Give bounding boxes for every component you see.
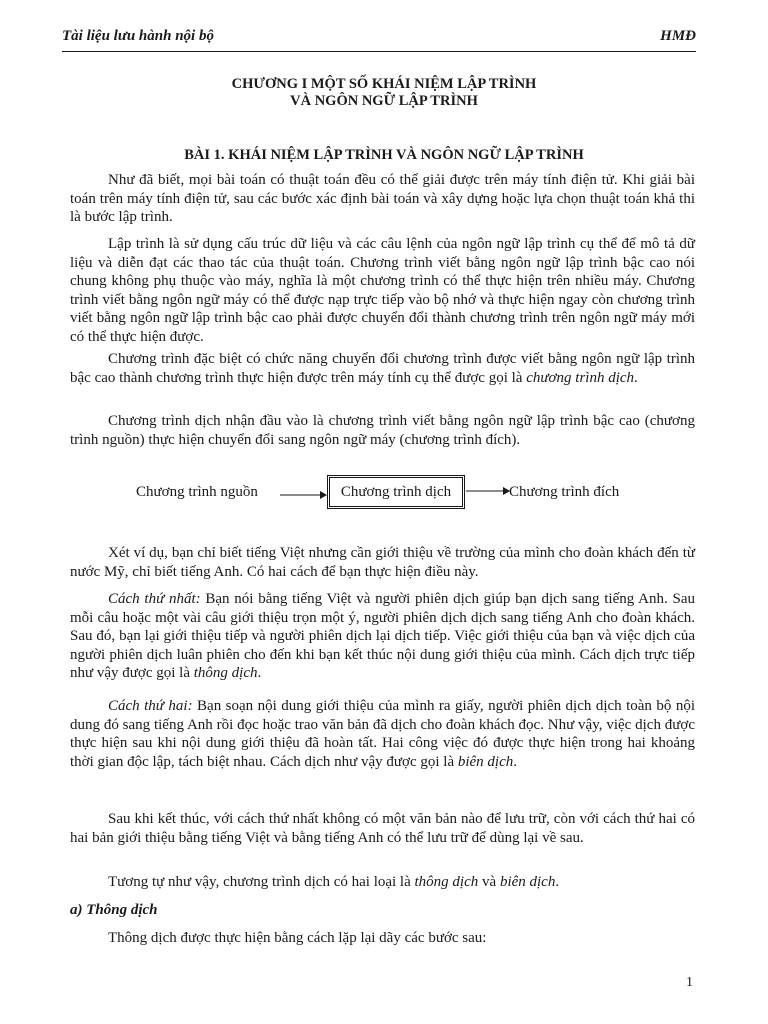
term-cach-thu-nhat: Cách thứ nhất: xyxy=(108,591,201,607)
paragraph-9: Tương tự như vậy, chương trình dịch có hai loại là thông dịch và biên dịch. xyxy=(108,874,560,890)
paragraph-4: Chương trình dịch nhận đầu vào là chương trình viết bằng ngôn ngữ lập trình bậc cao (chương trình nguồn) thực hiện chuyển đổi sang ngôn ngữ máy (chương trình đích). xyxy=(70,413,695,448)
paragraph-6: Cách thứ nhất: Bạn nói bằng tiếng Việt và người phiên dịch giúp bạn dịch sang tiếng Anh. Sau mỗi câu hoặc một vài câu giới thiệu trọn một ý, người phiên dịch dịch sang tiếng Anh cho đoàn khách. Sau đó, bạn lại giới thiệu tiếp và người phiên dịch lại dịch tiếp. Việc giới thiệu của bạn và việc dịch của người phiên dịch luân phiên cho đến khi bạn kết thúc nội dung giới thiệu của mình. Cách dịch trực tiếp như vậy được gọi là thông dịch. xyxy=(70,591,695,682)
term-bien-dich: biên dịch xyxy=(457,753,514,770)
header-divider xyxy=(62,51,696,52)
page-header xyxy=(62,28,696,45)
paragraph-2: Lập trình là sử dụng cấu trúc dữ liệu và các câu lệnh của ngôn ngữ lập trình cụ thể để mô tả dữ liệu và diễn đạt các thao tác của thuật toán. Chương trình viết bằng ngôn ngữ lập trình bậc cao nói chung không phụ thuộc vào máy, nghĩa là một chương trình có thể thực hiện trên nhiều máy. Chương trình viết bằng ngôn ngữ máy có thể được nạp trực tiếp vào bộ nhớ và thực hiện ngay còn chương trình viết bằng ngôn ngữ lập trình bậc cao phải được chuyển đổi thành chương trình trên ngôn ngữ máy mới có thể thực hiện được. xyxy=(70,236,695,345)
paragraph-3: Chương trình đặc biệt có chức năng chuyển đổi chương trình được viết bằng ngôn ngữ lập trình bậc cao thành chương trình thực hiện được trên máy tính cụ thể được gọi là chương trình dịch. xyxy=(70,351,695,386)
chapter-title-line1: CHƯƠNG I MỘT SỐ KHÁI NIỆM LẬP TRÌNH xyxy=(231,76,537,92)
header-left-text: Tài liệu lưu hành nội bộ xyxy=(62,28,214,44)
term-chuong-trinh-dich: chương trình dịch xyxy=(526,369,635,386)
subheading-thong-dich: a) Thông dịch xyxy=(70,902,158,918)
term-cach-thu-hai: Cách thứ hai: xyxy=(108,698,193,714)
diagram-target-label: Chương trình đích xyxy=(509,484,620,500)
diagram-translator-box xyxy=(327,475,465,509)
translation-diagram xyxy=(0,472,768,517)
paragraph-7: Cách thứ hai: Bạn soạn nội dung giới thiệu của mình ra giấy, người phiên dịch dịch toàn bộ nội dung đó sang tiếng Anh rồi đọc hoặc trao văn bản đã dịch cho đoàn khách đọc. Như vậy, việc dịch được thực hiện sau khi nội dung giới thiệu đã hoàn tất. Hai công việc đó được thực hiện trong hai khoảng thời gian độc lập, tách biệt nhau. Cách dịch như vậy được gọi là biên dịch. xyxy=(70,698,695,770)
arrow-right-icon xyxy=(466,486,512,496)
paragraph-8: Sau khi kết thúc, với cách thứ nhất không có một văn bản nào để lưu trữ, còn với cách thứ hai có hai bản giới thiệu bằng tiếng Việt và bằng tiếng Anh có thể lưu trữ để dùng lại về sau. xyxy=(70,811,695,846)
term-thong-dich: thông dịch xyxy=(193,665,258,682)
lesson-title: BÀI 1. KHÁI NIỆM LẬP TRÌNH VÀ NGÔN NGỮ LẬP TRÌNH xyxy=(184,147,584,163)
paragraph-10: Thông dịch được thực hiện bằng cách lặp lại dãy các bước sau: xyxy=(108,930,487,946)
header-right-text: HMĐ xyxy=(660,28,696,44)
paragraph-1: Như đã biết, mọi bài toán có thuật toán đều có thể giải được trên máy tính điện tử. Khi giải bài toán trên máy tính điện tử, sau các bước xác định bài toán và xây dựng hoặc lựa chọn thuật toán khả thi là bước lập trình. xyxy=(70,172,695,226)
arrow-right-icon xyxy=(280,490,328,500)
page-number: 1 xyxy=(686,975,693,990)
diagram-source-label: Chương trình nguồn xyxy=(136,484,258,500)
diagram-translator-label: Chương trình dịch xyxy=(340,483,452,500)
paragraph-5: Xét ví dụ, bạn chỉ biết tiếng Việt nhưng cần giới thiệu về trường của mình cho đoàn khách đến từ nước Mỹ, chỉ biết tiếng Anh. Có hai cách để bạn thực hiện điều này. xyxy=(70,545,695,580)
chapter-title xyxy=(62,76,706,110)
chapter-title-line2: VÀ NGÔN NGỮ LẬP TRÌNH xyxy=(290,93,478,109)
